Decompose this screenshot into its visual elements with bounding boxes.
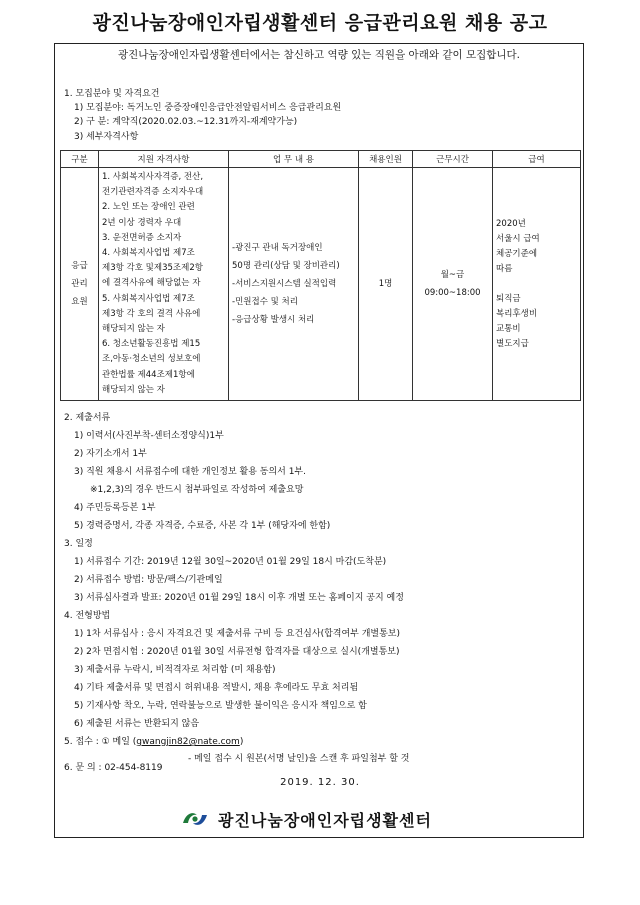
org-signature	[180, 806, 500, 832]
section2-item: 3) 직원 채용시 서류접수에 대한 개인정보 활용 동의서 1부.	[74, 467, 306, 477]
duty-line: -민원접수 및 처리	[232, 297, 298, 308]
section4-item: 2) 2차 면접시험 : 2020년 01월 30일 서류전형 합격자를 대상으로 실시(개별통보)	[74, 647, 400, 657]
pay-line: 퇴직금	[496, 293, 521, 304]
qual-line: 조,아동·청소년의 성보호에	[102, 354, 201, 365]
section1-item: 1) 모집분야: 독거노인 중증장애인응급안전알림서비스 응급관리요원	[74, 103, 342, 113]
division-line: 응급	[71, 261, 88, 272]
pay-line: 서울시 급여	[496, 233, 540, 244]
email-link[interactable]: gwangjin82@nate.com	[136, 737, 240, 747]
section4-item: 6) 제출된 서류는 반환되지 않음	[74, 719, 200, 729]
col-header-division: 구분	[61, 151, 99, 168]
duties-cell	[229, 168, 359, 401]
col-header-pay: 급여	[493, 151, 581, 168]
duty-line: -광진구 관내 독거장애인	[232, 243, 323, 254]
qual-line: 에 결격사유에 해당없는 자	[102, 278, 201, 289]
qualification-table	[60, 150, 581, 401]
qual-line: 3. 운전면허증 소지자	[102, 232, 182, 243]
duty-line: -응급상황 발생시 처리	[232, 315, 315, 326]
qual-line: 관한법률 제44조제1항에	[102, 369, 195, 380]
section4-heading: 4. 전형방법	[64, 611, 111, 621]
pay-line: 2020년	[496, 218, 526, 229]
qualifications-cell	[99, 168, 229, 401]
section4-item: 5) 기재사항 착오, 누락, 연락불능으로 발생한 불이익은 응시자 책임으로 함	[74, 701, 367, 711]
section3-item: 1) 서류접수 기간: 2019년 12월 30일~2020년 01월 29일 18시 마감(도착분)	[74, 557, 387, 567]
section1-heading: 1. 모집분야 및 자격요건	[64, 89, 160, 99]
col-header-hours: 근무시간	[413, 151, 493, 168]
section3-heading: 3. 일정	[64, 539, 93, 549]
section2-heading: 2. 제출서류	[64, 413, 111, 423]
qual-line: 1. 사회복지사자격증, 전산,	[102, 172, 204, 182]
pay-line: 체공기준에	[496, 248, 538, 259]
notice-date: 2019. 12. 30.	[280, 777, 360, 788]
qual-line: 2년 이상 경력자 우대	[102, 217, 182, 228]
pay-line: 복리후생비	[496, 308, 538, 319]
section1-item: 2) 구 분: 계약직(2020.02.03.~12.31까지-재계약가능)	[74, 117, 298, 127]
org-name: 광진나눔장애인자립생활센터	[218, 810, 432, 830]
duty-line: 50명 관리(상담 및 장비관리)	[232, 261, 340, 272]
pay-line	[496, 277, 577, 292]
section2-item: 2) 자기소개서 1부	[74, 449, 147, 459]
qual-line: 전기관련자격증 소지자우대	[102, 187, 204, 198]
hours-days: 월~금	[440, 270, 465, 281]
col-header-duties: 업 무 내 용	[229, 151, 359, 168]
section5-sub: - 메일 접수 시 원본(서명 날인)을 스캔 후 파일첨부 할 것	[188, 754, 410, 764]
section4-item: 4) 기타 제출서류 및 면접시 허위내용 적발시, 채용 후에라도 무효 처리됨	[74, 683, 359, 693]
hours-time: 09:00~18:00	[424, 288, 481, 299]
division-cell	[61, 168, 99, 401]
section2-item: 5) 경력증명서, 각종 자격증, 수료증, 사본 각 1부 (해당자에 한함)	[74, 521, 331, 531]
section3-item: 3) 서류심사결과 발표: 2020년 01월 29일 18시 이후 개별 또는 홈페이지 공지 예정	[74, 593, 404, 603]
qual-line: 4. 사회복지사업법 제7조	[102, 248, 195, 259]
section6-contact: 6. 문 의 : 02-454-8119	[64, 763, 163, 773]
division-line: 관리	[71, 279, 88, 290]
pay-cell	[493, 168, 581, 401]
qual-line: 해당되지 않는 자	[102, 384, 165, 395]
section2-item: 4) 주민등록등본 1부	[74, 503, 156, 513]
section5-suffix: )	[239, 737, 244, 747]
qual-line: 2. 노인 또는 장애인 관련	[102, 202, 195, 213]
pay-line: 별도지급	[496, 338, 529, 349]
section2-item: 1) 이력서(사진부착-센터소정양식)1부	[74, 431, 224, 441]
page-title: 광진나눔장애인자립생활센터 응급관리요원 채용 공고	[92, 12, 548, 34]
headcount-cell: 1명	[359, 168, 413, 401]
qual-line: 5. 사회복지사업법 제7조	[102, 293, 195, 304]
section5-line	[64, 734, 243, 747]
qual-line: 제3항 각 호의 결격 사유에	[102, 308, 201, 319]
qual-line: 6. 청소년활동진흥법 제15	[102, 339, 201, 350]
section3-item: 2) 서류접수 방법: 방문/팩스/기관메일	[74, 575, 223, 585]
qual-line: 해당되지 않는 자	[102, 324, 165, 335]
hours-cell	[413, 168, 493, 401]
col-header-qualifications: 지원 자격사항	[99, 151, 229, 168]
duty-line: -서비스지원시스템 실적입력	[232, 279, 337, 290]
section1-item: 3) 세부자격사항	[74, 132, 139, 142]
qual-line: 제3항 각호 및제35조제2항	[102, 263, 203, 274]
section2-note: ※1,2,3)의 경우 반드시 첨부파일로 작성하여 제출요망	[90, 485, 304, 495]
section5-prefix: 5. 접수 : ① 메일 (	[64, 737, 137, 747]
pay-line: 따름	[496, 263, 513, 274]
section4-item: 3) 제출서류 누락시, 비적격자로 처리함 (미 채용함)	[74, 665, 276, 675]
pay-line: 교통비	[496, 323, 521, 334]
section4-item: 1) 1차 서류심사 : 응시 자격요건 및 제출서류 구비 등 요건심사(합격여부 개별통보)	[74, 629, 401, 639]
intro-text: 광진나눔장애인자립생활센터에서는 참신하고 역량 있는 직원을 아래와 같이 모집합니다.	[118, 49, 520, 61]
org-logo-icon	[180, 808, 210, 830]
col-header-headcount: 채용인원	[359, 151, 413, 168]
division-line: 요원	[71, 297, 88, 308]
